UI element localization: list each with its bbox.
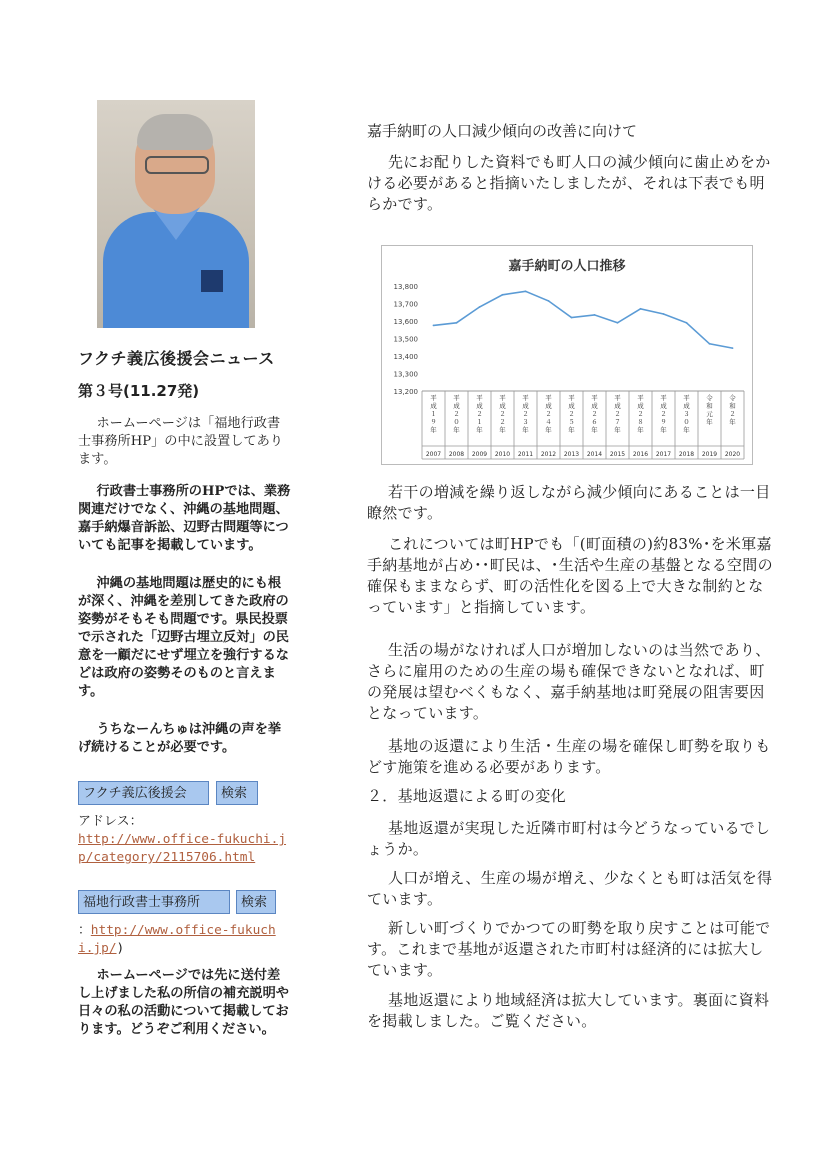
right-paragraph-6: 基地返還が実現した近隣市町村は今どうなっているでしょうか。 bbox=[367, 819, 771, 858]
y-tick-label: 13,400 bbox=[393, 353, 418, 361]
year-label: 2009 bbox=[471, 451, 488, 458]
address-link[interactable]: http://www.office-fukuchi.jp/category/2115706.html bbox=[78, 832, 287, 865]
category-label: 令和２年 bbox=[729, 394, 736, 426]
right-paragraph-2: 若干の増減を繰り返しながら減少傾向にあることは一目瞭然です。 bbox=[367, 483, 771, 522]
data-point bbox=[571, 317, 573, 319]
year-label: 2010 bbox=[494, 451, 511, 458]
left-paragraph-1: ホームーページは「福地行政書士事務所HP」の中に設置してあります。 bbox=[78, 416, 283, 467]
right-paragraph-4: 生活の場がなければ人口が増加しないのは当然であり、さらに雇用のための生産の場も確保できないとなれば、町の発展は望むべくもなく、嘉手納基地は町発展の阻害要因となっています。 bbox=[367, 641, 771, 722]
year-label: 2016 bbox=[632, 451, 649, 458]
left-paragraph-5: ホームーページでは先に送付差し上げました私の所信の補充説明や日々の私の活動について掲載しております。どうぞご利用ください。 bbox=[78, 968, 289, 1037]
url2-line bbox=[78, 922, 278, 958]
data-point bbox=[502, 294, 504, 296]
address-label: アドレス： bbox=[78, 814, 143, 829]
year-label: 2018 bbox=[678, 451, 695, 458]
office-link[interactable]: http://www.office-fukuchi.jp/ bbox=[78, 923, 276, 956]
y-tick-label: 13,500 bbox=[393, 335, 418, 344]
right-paragraph-3: これについては町HPでも「(町面積の)約83%･を米軍嘉手納基地が占め･･町民は、･生活や生産の基盤となる空間の確保もままならず、町の活性化を図る上で大きな制約となっています」と指摘しています。 bbox=[367, 535, 773, 616]
year-label: 2012 bbox=[540, 451, 557, 458]
y-tick-label: 13,800 bbox=[393, 283, 418, 291]
category-label: 平成２６年 bbox=[591, 394, 598, 434]
category-label: 平成２７年 bbox=[614, 394, 621, 434]
newsletter-title: フクチ義広後援会ニュース bbox=[78, 349, 275, 368]
category-label: 平成１９年 bbox=[430, 394, 437, 434]
category-label: 平成２２年 bbox=[499, 394, 506, 434]
year-label: 2014 bbox=[586, 451, 603, 458]
category-label: 平成２４年 bbox=[545, 394, 552, 434]
right-paragraph-1: 先にお配りした資料でも町人口の減少傾向に歯止めをかける必要があると指摘いたしましたが、それは下表でも明らかです。 bbox=[367, 153, 771, 213]
data-point bbox=[456, 322, 458, 324]
search-button-2[interactable]: 検索 bbox=[236, 890, 276, 914]
year-label: 2017 bbox=[655, 451, 672, 458]
year-label: 2013 bbox=[563, 451, 580, 458]
chart-svg bbox=[382, 246, 752, 464]
y-tick-label: 13,700 bbox=[393, 300, 418, 309]
photo-hair bbox=[137, 114, 213, 150]
data-point bbox=[732, 347, 734, 349]
data-point bbox=[709, 343, 711, 345]
year-label: 2015 bbox=[609, 451, 626, 458]
year-label: 2008 bbox=[448, 451, 465, 458]
data-point bbox=[686, 322, 688, 324]
category-label: 平成２３年 bbox=[522, 394, 529, 434]
data-point bbox=[548, 300, 550, 302]
search-query-1[interactable]: フクチ義広後援会 bbox=[78, 781, 209, 805]
year-label: 2007 bbox=[425, 451, 442, 458]
section-heading-2: ２．基地返還による町の変化 bbox=[367, 787, 566, 805]
url2-suffix: ) bbox=[116, 941, 125, 956]
category-label: 平成２８年 bbox=[637, 394, 644, 434]
search-button-1[interactable]: 検索 bbox=[216, 781, 258, 805]
search-query-2[interactable]: 福地行政書士事務所 bbox=[78, 890, 230, 914]
year-label: 2019 bbox=[701, 451, 718, 458]
issue-number: 第３号(11.27発) bbox=[78, 382, 200, 400]
photo-pocket bbox=[201, 270, 223, 292]
category-label: 平成２１年 bbox=[476, 394, 483, 434]
year-label: 2020 bbox=[724, 451, 741, 458]
category-label: 平成２０年 bbox=[453, 394, 460, 434]
data-point bbox=[594, 314, 596, 316]
data-point bbox=[663, 313, 665, 315]
left-paragraph-3: 沖縄の基地問題は歴史的にも根が深く、沖縄を差別してきた政府の姿勢がそもそも問題です。県民投票で示された「辺野古埋立反対」の民意を一顧だにせず埋立を強行するなどは政府の姿勢そのものと言えます。 bbox=[78, 576, 289, 699]
y-tick-label: 13,300 bbox=[393, 370, 418, 379]
data-point bbox=[525, 290, 527, 292]
data-point bbox=[640, 308, 642, 310]
right-paragraph-9: 基地返還により地域経済は拡大しています。裏面に資料を掲載しました。ご覧ください。 bbox=[367, 991, 770, 1030]
year-label: 2011 bbox=[517, 451, 534, 458]
right-paragraph-8: 新しい町づくりでかつての町勢を取り戻すことは可能です。これまで基地が返還された市町村は経済的には拡大しています。 bbox=[367, 919, 771, 979]
right-paragraph-5: 基地の返還により生活・生産の場を確保し町勢を取りもどす施策を進める必要があります。 bbox=[367, 737, 771, 776]
data-point bbox=[433, 325, 435, 327]
left-paragraph-2: 行政書士事務所のHPでは、業務関連だけでなく、沖縄の基地問題、嘉手納爆音訴訟、辺野古問題等についても記事を掲載しています。 bbox=[78, 484, 291, 553]
category-label: 令和元年 bbox=[706, 394, 713, 426]
address-link-wrap bbox=[78, 831, 298, 867]
y-tick-label: 13,200 bbox=[393, 388, 418, 396]
chart-title: 嘉手納町の人口推移 bbox=[508, 259, 626, 274]
data-point bbox=[479, 306, 481, 308]
category-label: 平成２５年 bbox=[568, 394, 575, 434]
url2-prefix: ： bbox=[78, 923, 91, 938]
left-paragraph-4: うちなーんちゅは沖縄の声を挙げ続けることが必要です。 bbox=[78, 722, 282, 755]
category-label: 平成２９年 bbox=[660, 394, 667, 434]
right-paragraph-7: 人口が増え、生産の場が増え、少なくとも町は活気を得ています。 bbox=[367, 869, 773, 908]
category-label: 平成３０年 bbox=[683, 394, 690, 434]
population-line bbox=[434, 291, 733, 348]
article-title: 嘉手納町の人口減少傾向の改善に向けて bbox=[367, 122, 638, 140]
y-tick-label: 13,600 bbox=[393, 318, 418, 326]
candidate-photo bbox=[97, 100, 255, 328]
data-point bbox=[617, 322, 619, 324]
photo-glasses bbox=[145, 156, 209, 174]
population-chart bbox=[381, 245, 753, 465]
